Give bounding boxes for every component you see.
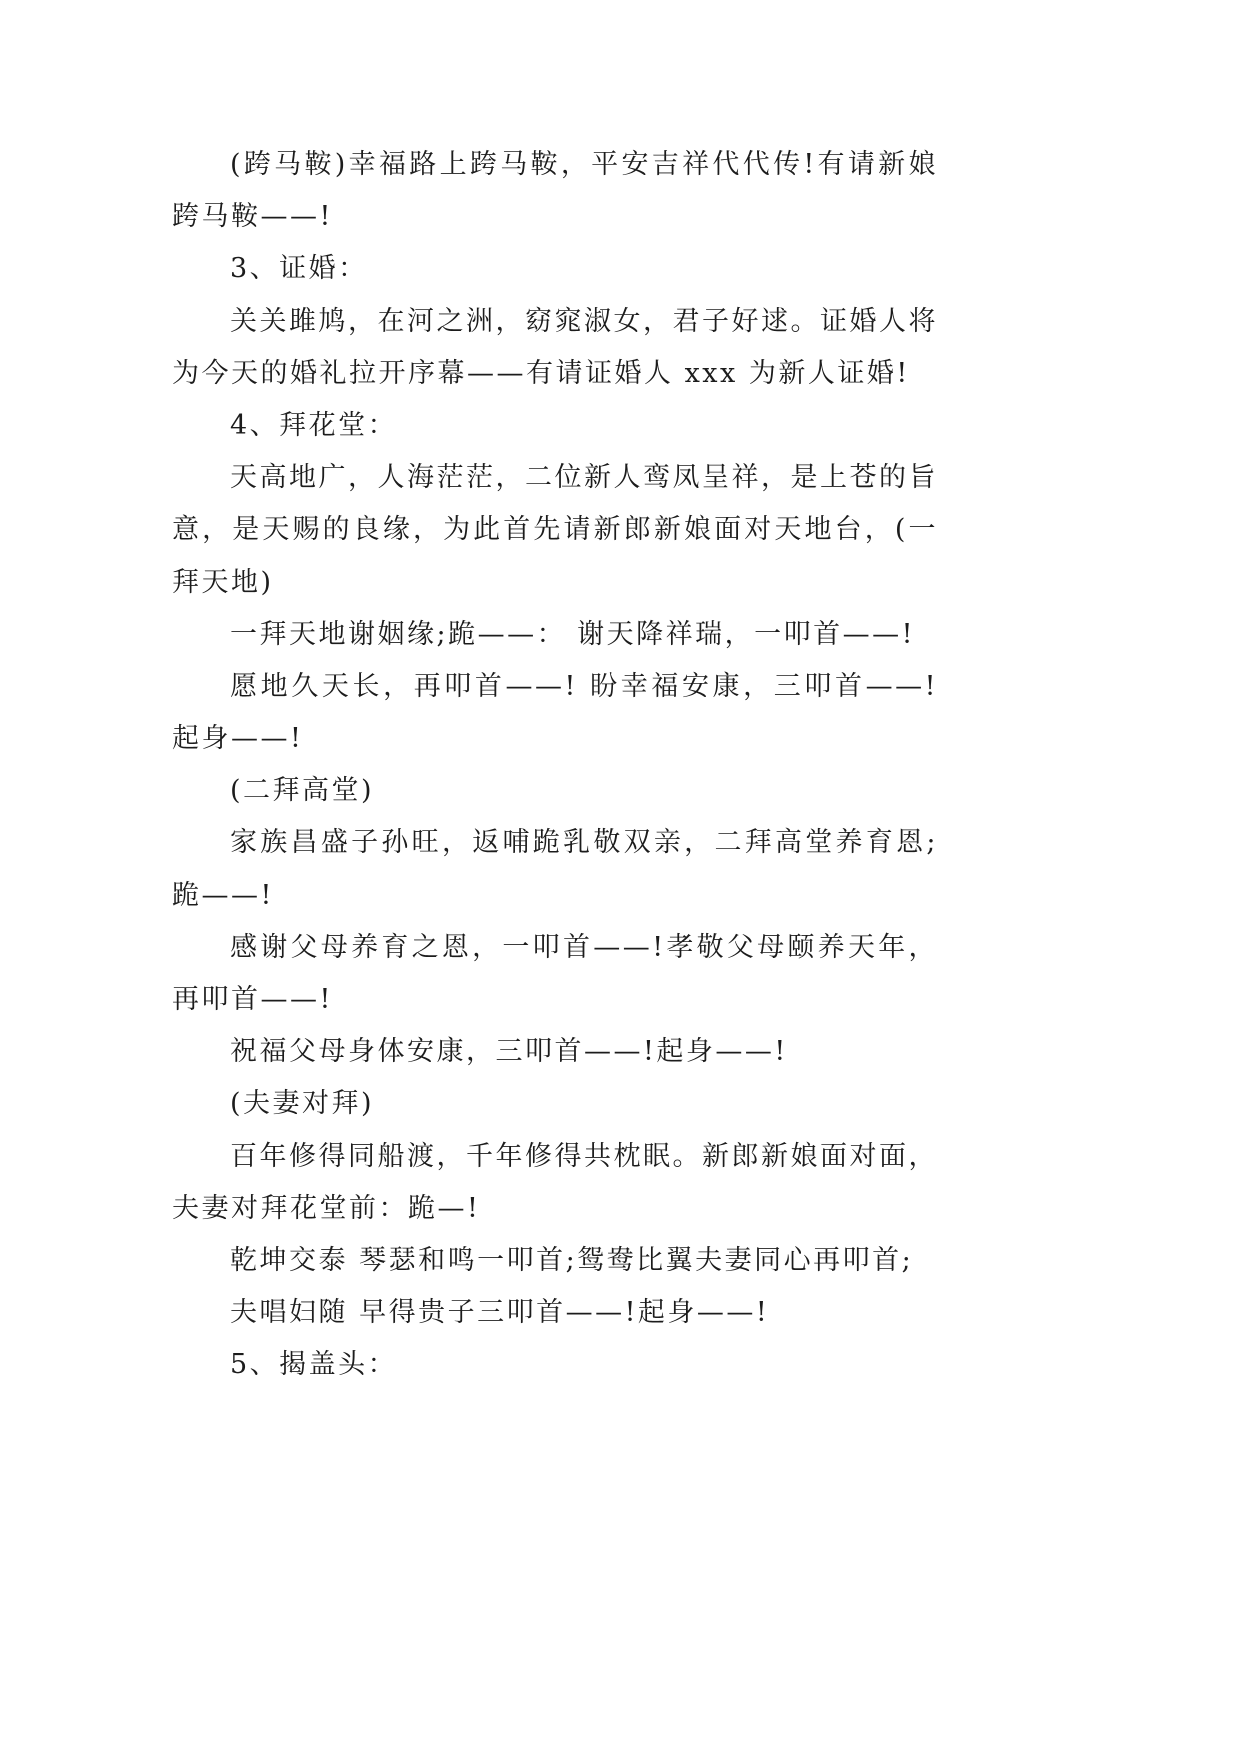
paragraph <box>172 817 938 921</box>
text-line: 感谢父母养育之恩，一叩首——!孝敬父母颐养天年， <box>230 931 938 963</box>
text-line: (跨马鞍)幸福路上跨马鞍，平安吉祥代代传!有请新娘 <box>230 149 938 180</box>
paragraph <box>172 452 938 609</box>
paragraph <box>172 139 938 243</box>
paragraph <box>172 243 938 295</box>
text-line: 夫唱妇随 早得贵子三叩首——!起身——! <box>230 1297 770 1329</box>
paragraph <box>172 400 938 452</box>
text-line: 夫妻对拜花堂前：跪—! <box>172 1192 481 1224</box>
text-line: 祝福父母身体安康，三叩首——!起身——! <box>230 1036 788 1068</box>
text-line: 跨马鞍——! <box>172 201 333 233</box>
paragraph <box>172 1339 938 1391</box>
document-body <box>172 139 938 1392</box>
sub-heading: (二拜高堂) <box>230 775 375 807</box>
text-line: 再叩首——! <box>172 984 333 1015</box>
text-line: 百年修得同船渡，千年修得共枕眠。新郎新娘面对面， <box>230 1140 938 1172</box>
paragraph <box>172 296 938 400</box>
text-line: 为今天的婚礼拉开序幕——有请证婚人 xxx 为新人证婚! <box>172 357 910 389</box>
paragraph <box>172 765 938 817</box>
section-heading: 3、证婚： <box>230 253 368 285</box>
paragraph <box>172 1287 938 1339</box>
paragraph <box>172 1026 938 1078</box>
paragraph <box>172 922 938 1026</box>
text-line: 家族昌盛子孙旺，返哺跪乳敬双亲，二拜高堂养育恩; <box>230 827 938 859</box>
sub-heading: (夫妻对拜) <box>230 1088 375 1120</box>
text-line: 天高地广，人海茫茫，二位新人鸾凤呈祥，是上苍的旨 <box>230 462 938 494</box>
text-line: 拜天地) <box>172 566 274 598</box>
paragraph <box>172 1131 938 1235</box>
text-line: 关关雎鸠，在河之洲，窈窕淑女，君子好逑。证婚人将 <box>230 305 938 337</box>
paragraph <box>172 661 938 765</box>
text-line: 一拜天地谢姻缘;跪——： 谢天降祥瑞，一叩首——! <box>230 618 916 650</box>
paragraph <box>172 1078 938 1130</box>
text-line: 意，是天赐的良缘，为此首先请新郎新娘面对天地台，(一 <box>172 514 938 546</box>
paragraph <box>172 609 938 661</box>
section-heading: 5、揭盖头： <box>230 1349 398 1381</box>
section-heading: 4、拜花堂： <box>230 409 398 441</box>
text-line: 起身——! <box>172 723 304 755</box>
text-line: 乾坤交泰 琴瑟和鸣一叩首;鸳鸯比翼夫妻同心再叩首; <box>230 1244 914 1276</box>
text-line: 愿地久天长，再叩首——! 盼幸福安康，三叩首——! <box>230 670 938 702</box>
text-line: 跪——! <box>172 879 274 911</box>
paragraph <box>172 1235 938 1287</box>
